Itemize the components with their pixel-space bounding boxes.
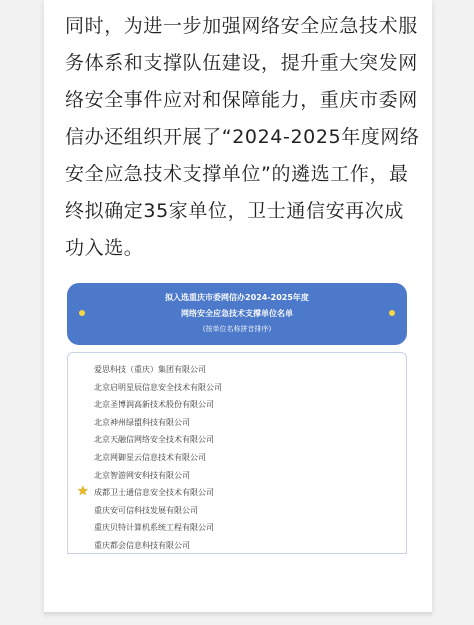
banner-title-line2: 网络安全应急技术支撑单位名单	[181, 309, 293, 318]
list-item: 北京天融信网络安全技术有限公司	[94, 435, 214, 445]
banner-dot-right	[389, 310, 395, 316]
company-list-box	[67, 352, 407, 554]
paragraph-line: 务体系和支撑队伍建设，提升重大突发网	[65, 52, 418, 74]
article-paragraph	[65, 8, 420, 267]
list-item: 北京智游网安科技有限公司	[94, 470, 190, 480]
paragraph-line: 安全应急技术支撑单位”的遴选工作，最	[65, 163, 409, 185]
list-item: 北京网御星云信息技术有限公司	[94, 452, 206, 462]
page-bottom-shadow	[44, 612, 432, 618]
paragraph-line: 同时，为进一步加强网络安全应急技术服	[65, 15, 418, 37]
banner-subtitle: (按单位名称拼音排序)	[202, 325, 272, 333]
star-icon: ★	[77, 484, 89, 500]
banner-title-line1: 拟入选重庆市委网信办2024-2025年度	[165, 293, 309, 302]
list-item: 北京神州绿盟科技有限公司	[94, 417, 190, 427]
paragraph-line: 信办还组织开展了“2024-2025年度网络	[65, 126, 420, 148]
list-item: 爱思科技（重庆）集团有限公司	[94, 365, 206, 374]
list-item: 重庆贝特计算机系统工程有限公司	[94, 523, 214, 533]
list-item: 北京启明星辰信息安全技术有限公司	[94, 382, 222, 392]
paragraph-line: 络安全事件应对和保障能力，重庆市委网	[65, 89, 418, 111]
paragraph-line: 功入选。	[65, 237, 144, 259]
company-list	[77, 361, 222, 555]
paragraph-line: 终拟确定35家单位，卫士通信安再次成	[65, 200, 404, 222]
article-page	[44, 0, 432, 612]
banner-dot-left	[79, 310, 85, 316]
list-item: 重庆安可信科技发展有限公司	[94, 505, 198, 515]
list-title-banner	[67, 283, 407, 345]
list-item-highlighted: ★ 成都卫士通信息安全技术有限公司	[77, 484, 214, 500]
list-item: 重庆都会信息科技有限公司	[94, 540, 190, 550]
list-item: 北京圣博润高新技术股份有限公司	[94, 400, 214, 410]
